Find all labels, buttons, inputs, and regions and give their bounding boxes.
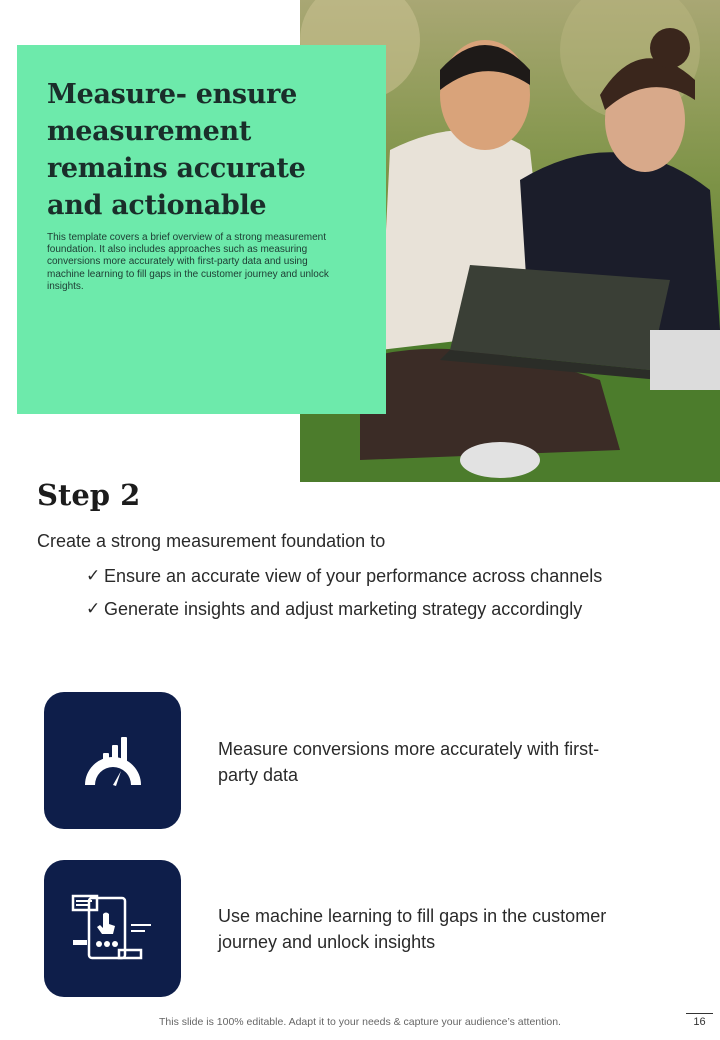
page-title: Measure- ensure measurement remains accurate and actionable bbox=[47, 79, 306, 221]
feature-tile-machine-learning bbox=[44, 860, 181, 997]
bullet-text: Ensure an accurate view of your performance across channels bbox=[104, 566, 603, 586]
intro-description: This template covers a brief overview of a strong measurement foundation. It also includes approaches such as measuring conversions more accurately with first-party data and using machine learning to fill gaps in the customer journey and unlock insights. bbox=[47, 232, 329, 292]
feature-text-measure: Measure conversions more accurately with first-party data bbox=[218, 739, 600, 785]
feature-tile-measure bbox=[44, 692, 181, 829]
mobile-touch-icon bbox=[71, 894, 155, 964]
performance-gauge-icon bbox=[83, 735, 143, 787]
step-bullet-list bbox=[86, 563, 686, 629]
checkmark-icon: ✓ bbox=[86, 599, 101, 618]
step-intro: Create a strong measurement foundation to bbox=[37, 531, 386, 551]
list-item bbox=[86, 563, 686, 589]
footer-note: This slide is 100% editable. Adapt it to your needs & capture your audience’s attention. bbox=[159, 1016, 561, 1028]
list-item bbox=[86, 596, 686, 622]
page-number: 16 bbox=[686, 1013, 713, 1030]
bullet-text: Generate insights and adjust marketing strategy accordingly bbox=[104, 599, 583, 619]
feature-text-machine-learning: Use machine learning to fill gaps in the customer journey and unlock insights bbox=[218, 906, 607, 952]
step-heading: Step 2 bbox=[37, 478, 141, 512]
checkmark-icon: ✓ bbox=[86, 566, 101, 585]
